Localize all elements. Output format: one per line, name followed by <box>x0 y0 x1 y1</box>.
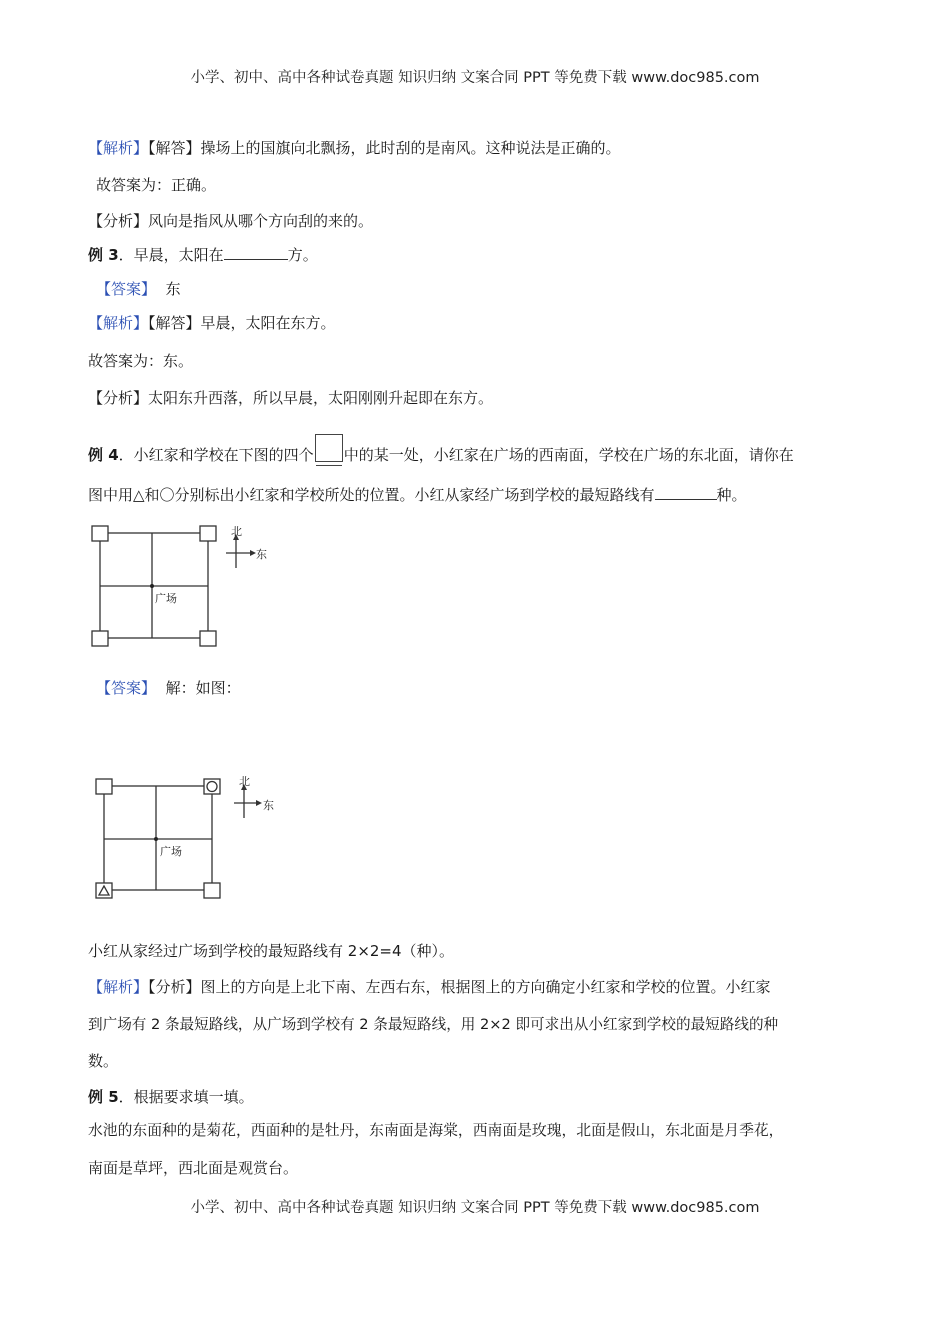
ex4-blank <box>655 484 717 500</box>
ex4-label: 例 4 <box>88 446 119 464</box>
corner-square-se <box>200 631 216 646</box>
fenxi-tag: 【分析】 <box>148 978 201 996</box>
jiexi-tag: 【解析】 <box>88 314 149 332</box>
ex3-blank <box>224 244 288 260</box>
ex3-answer-line <box>96 278 181 300</box>
ex3-fenxi-text: 太阳东升西落，所以早晨，太阳刚刚升起即在东方。 <box>148 389 494 407</box>
jiexi-tag: 【解析】 <box>88 978 149 996</box>
compass-east-label: 东 <box>256 548 267 561</box>
ex5-line1: 水池的东面种的是菊花，西面种的是牡丹，东南面是海棠，西南面是玫瑰，北面是假山，东北面是月季花， <box>88 1122 784 1139</box>
ex4-q1-pre: ．小红家和学校在下图的四个 <box>118 446 314 464</box>
ex4-q2-post: 种。 <box>716 486 747 504</box>
page-footer: 小学、初中、高中各种试卷真题 知识归纳 文案合同 PPT 等免费下载 www.doc985.com <box>190 1200 760 1216</box>
ex4-q1-post: 中的某一处，小红家在广场的西南面，学校在广场的东北面，请你在 <box>343 446 794 464</box>
block1-jiexi-line <box>88 137 621 159</box>
ex4-result: 小红从家经过广场到学校的最短路线有 2×2=4（种）。 <box>88 942 455 960</box>
compass-north-label: 北 <box>239 775 250 788</box>
ex4-question-line2 <box>88 484 747 506</box>
ex3-fenxi-line <box>88 387 493 409</box>
compass-east-label: 东 <box>263 799 274 812</box>
block1-jiexi-text: 操场上的国旗向北飘扬，此时刮的是南风。这种说法是正确的。 <box>200 139 621 157</box>
daan-tag: 【答案】 <box>96 280 157 298</box>
ex5-label: 例 5 <box>88 1088 119 1106</box>
fenxi-tag: 【分析】 <box>88 389 149 407</box>
map-plaza-label: 广场 <box>155 592 177 605</box>
ex5-q: ．根据要求填一填。 <box>118 1088 254 1106</box>
ex3-label: 例 3 <box>88 246 119 264</box>
ex4-answer-text: 解：如图： <box>165 679 241 697</box>
ex5-question <box>88 1086 254 1108</box>
compass-east-arrow-icon <box>256 800 262 806</box>
ex3-jiexi-line <box>88 312 336 334</box>
ex3-answer: 东 <box>165 280 181 298</box>
block1-fenxi-text: 风向是指风从哪个方向刮的来的。 <box>148 212 374 230</box>
ex4-q2-pre: 图中用△和〇分别标出小红家和学校所处的位置。小红从家经广场到学校的最短路线有 <box>88 486 655 504</box>
ex3-question-post: 方。 <box>287 246 318 264</box>
square-box-icon <box>315 434 343 462</box>
ex4-fenxi-line3: 数。 <box>88 1052 119 1070</box>
map-grid-outline <box>104 786 212 890</box>
ex3-jieda-text: 早晨，太阳在东方。 <box>200 314 336 332</box>
map-figure <box>88 520 278 655</box>
corner-square-se <box>204 883 220 898</box>
ex4-question-line1 <box>88 434 794 466</box>
corner-square-sw <box>92 631 108 646</box>
daan-tag: 【答案】 <box>96 679 157 697</box>
compass-north-label: 北 <box>231 525 242 538</box>
jieda-tag: 【解答】 <box>148 139 201 157</box>
ex4-fenxi-text1: 图上的方向是上北下南、左西右东，根据图上的方向确定小红家和学校的位置。小红家 <box>200 978 771 996</box>
block1-answer-line: 故答案为：正确。 <box>96 176 217 194</box>
ex4-fenxi-line2: 到广场有 2 条最短路线，从广场到学校有 2 条最短路线，用 2×2 即可求出从小红家到学校的最短路线的种 <box>88 1016 779 1033</box>
ex4-fenxi-line1 <box>88 976 771 998</box>
map-plaza-label: 广场 <box>160 845 182 858</box>
corner-square-ne <box>200 526 216 541</box>
ex3-question-pre: ．早晨，太阳在 <box>118 246 224 264</box>
jieda-tag: 【解答】 <box>148 314 201 332</box>
plaza-dot <box>154 837 158 841</box>
ex4-answer-line <box>96 677 241 699</box>
page-header: 小学、初中、高中各种试卷真题 知识归纳 文案合同 PPT 等免费下载 www.doc985.com <box>190 70 760 86</box>
corner-square-nw <box>96 779 112 794</box>
fenxi-tag: 【分析】 <box>88 212 149 230</box>
ex3-answer-text: 故答案为：东。 <box>88 352 194 370</box>
answer-map-figure <box>90 772 285 907</box>
ex3-question <box>88 244 318 266</box>
plaza-dot <box>150 584 154 588</box>
ex5-line2: 南面是草坪，西北面是观赏台。 <box>88 1159 299 1177</box>
jiexi-tag: 【解析】 <box>88 139 149 157</box>
block1-fenxi-line <box>88 210 373 232</box>
corner-square-nw <box>92 526 108 541</box>
